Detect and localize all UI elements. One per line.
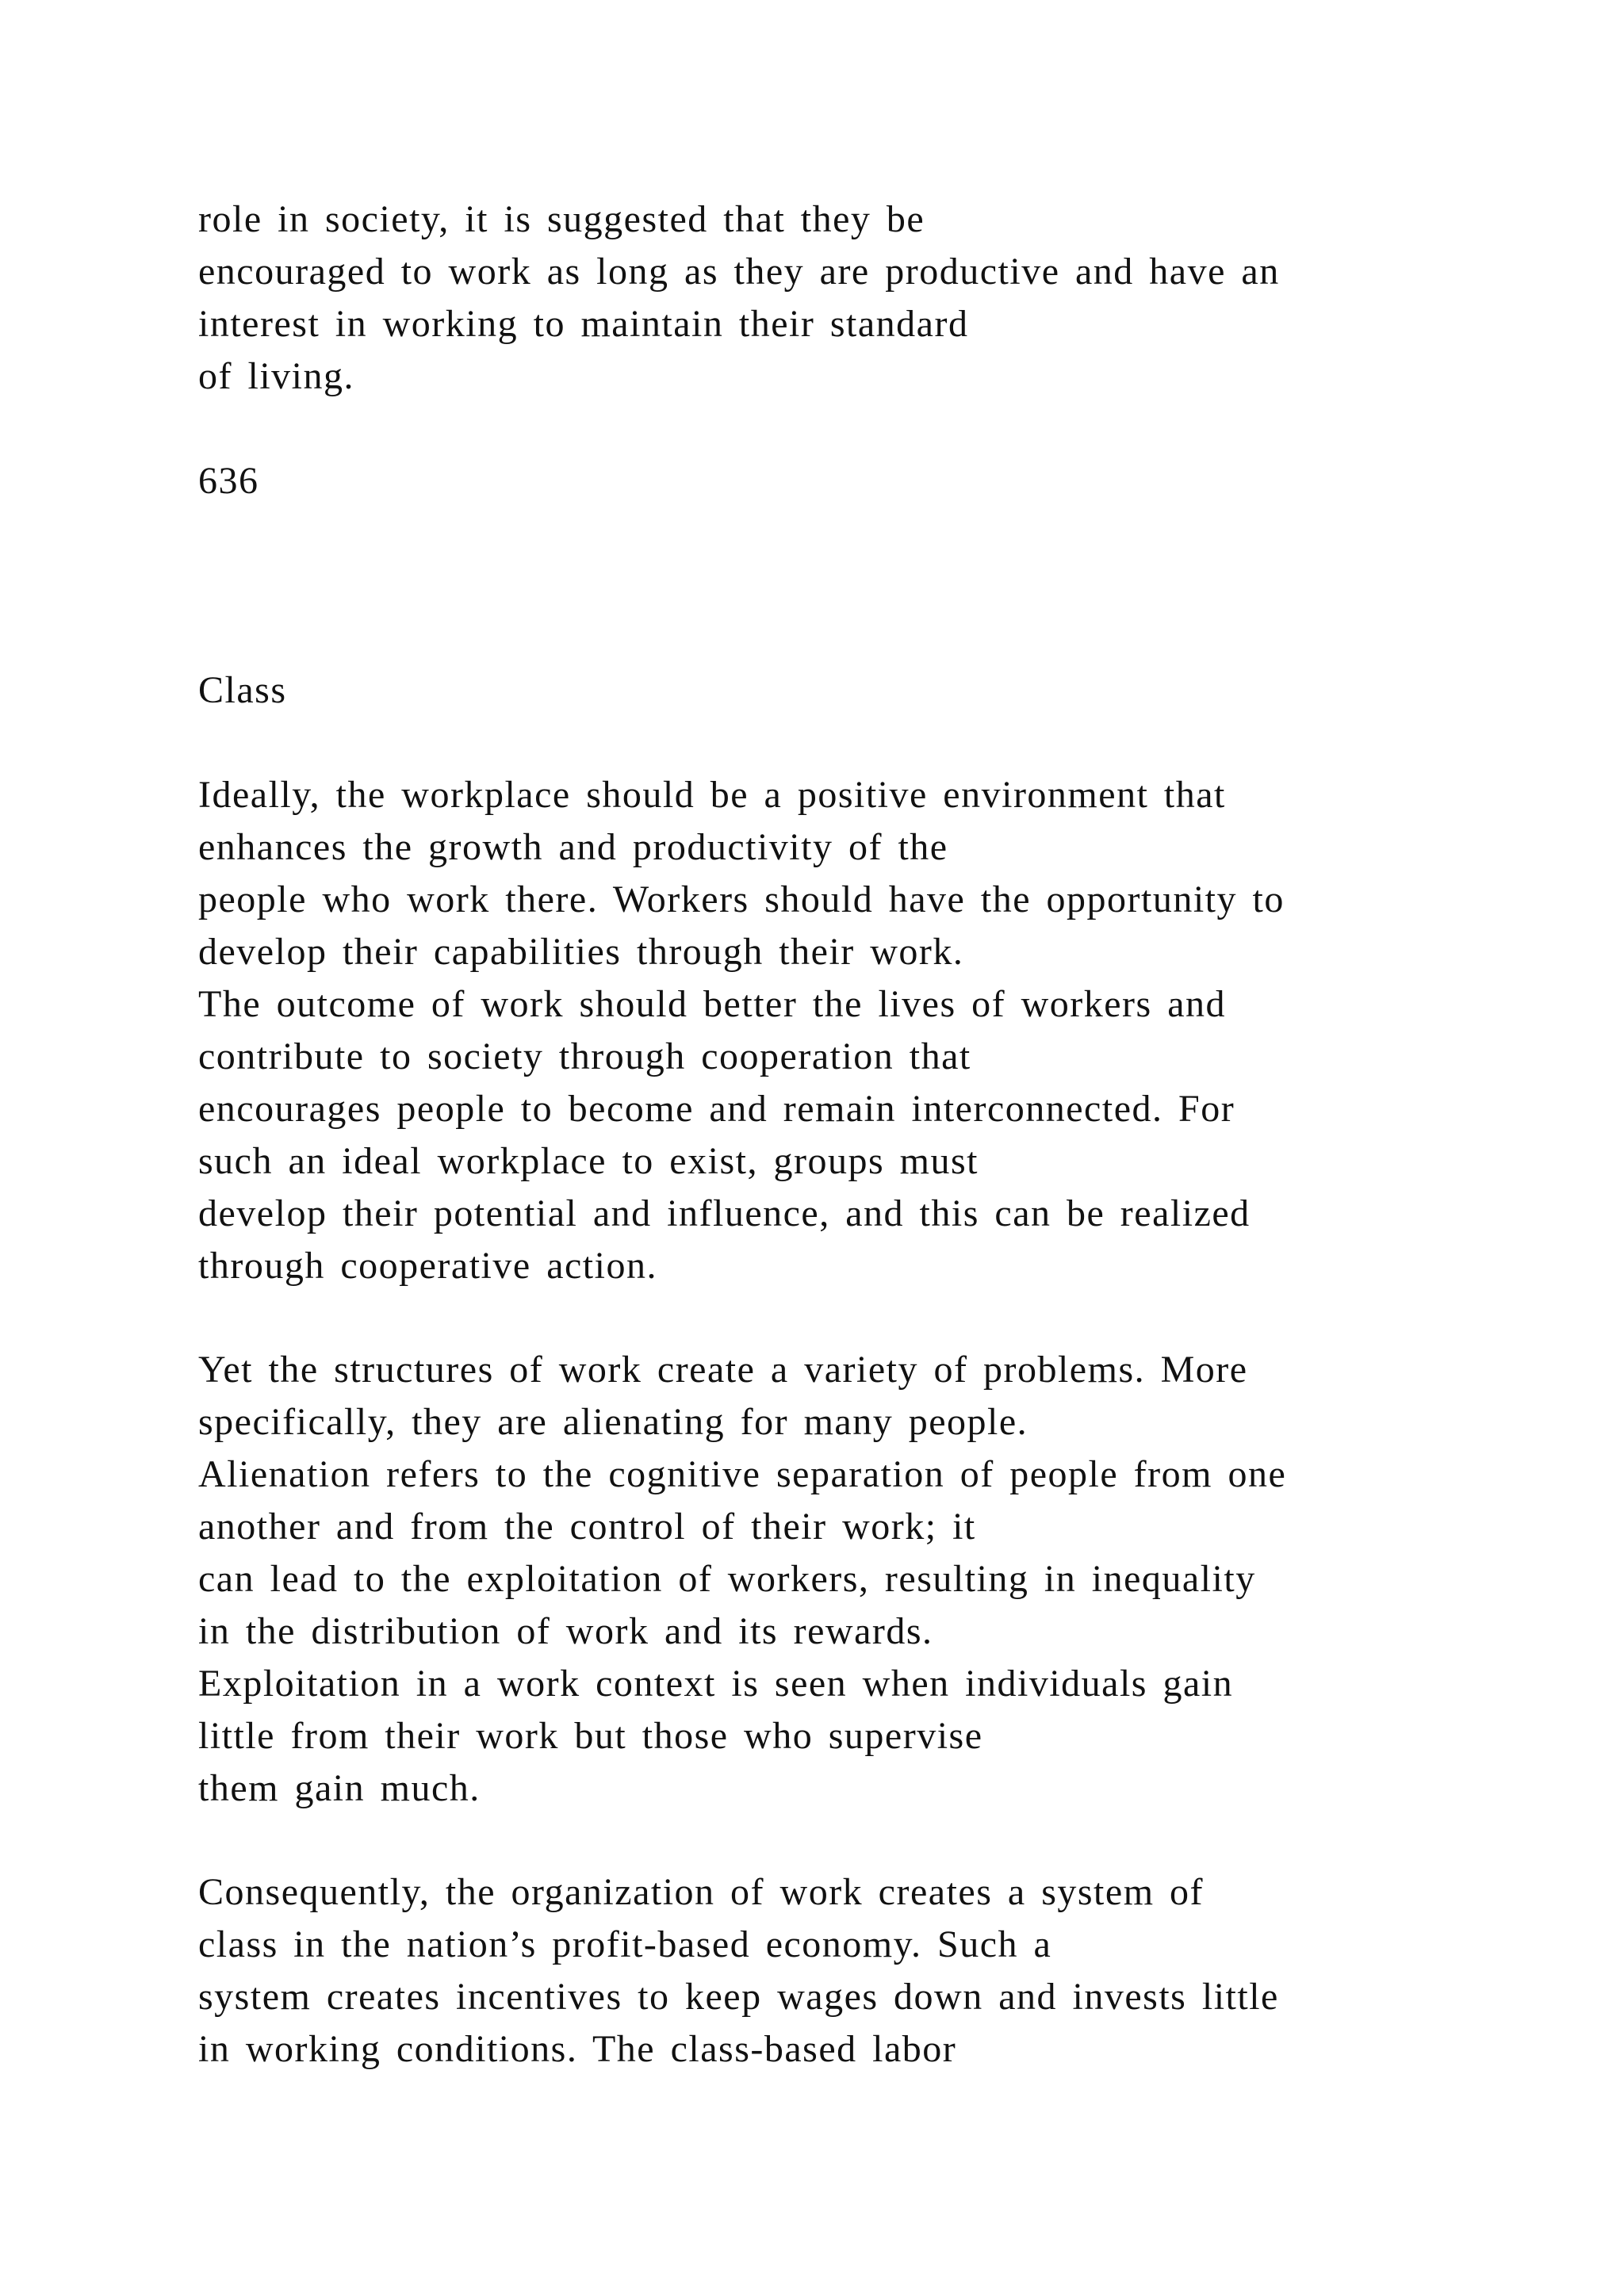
paragraph-3 [198,1866,1546,2076]
page-number-text: 636 [198,460,259,502]
text-line: of living. [198,355,354,397]
text-line: Yet the structures of work create a variety of problems. More [198,1349,1248,1391]
text-line: enhances the growth and productivity of the [198,826,948,868]
section-heading-text: Class [198,669,287,711]
text-line: people who work there. Workers should have the opportunity to [198,878,1285,920]
paragraph-2 [198,1344,1546,1815]
text-line: develop their potential and influence, and this can be realized [198,1192,1251,1234]
text-line: The outcome of work should better the lives of workers and [198,983,1227,1025]
text-line: can lead to the exploitation of workers, resulting in inequality [198,1558,1256,1600]
intro-paragraph [198,193,1546,403]
text-line: Exploitation in a work context is seen when individuals gain [198,1663,1234,1705]
section-heading [198,664,1546,717]
text-line: class in the nation’s profit-based economy. Such a [198,1923,1052,1965]
text-line: through cooperative action. [198,1245,657,1287]
text-line: Ideally, the workplace should be a positive environment that [198,774,1226,816]
text-line: develop their capabilities through their work. [198,931,964,973]
text-line: such an ideal workplace to exist, groups must [198,1140,979,1182]
text-line: system creates incentives to keep wages down and invests little [198,1976,1279,2018]
text-line: Alienation refers to the cognitive separation of people from one [198,1453,1287,1495]
text-line: role in society, it is suggested that they be [198,198,925,240]
text-line: them gain much. [198,1767,481,1809]
text-line: another and from the control of their work; it [198,1506,976,1548]
text-line: Consequently, the organization of work creates a system of [198,1871,1205,1913]
text-line: encouraged to work as long as they are productive and have an [198,251,1280,293]
text-line: contribute to society through cooperation that [198,1035,971,1077]
page-number [198,455,1546,507]
text-line: in the distribution of work and its rewards. [198,1610,933,1652]
text-line: little from their work but those who supervise [198,1715,983,1757]
text-line: specifically, they are alienating for many people. [198,1401,1028,1443]
text-line: in working conditions. The class-based labor [198,2028,957,2070]
text-line: encourages people to become and remain interconnected. For [198,1088,1235,1130]
paragraph-1 [198,769,1546,1292]
text-line: interest in working to maintain their standard [198,303,969,345]
